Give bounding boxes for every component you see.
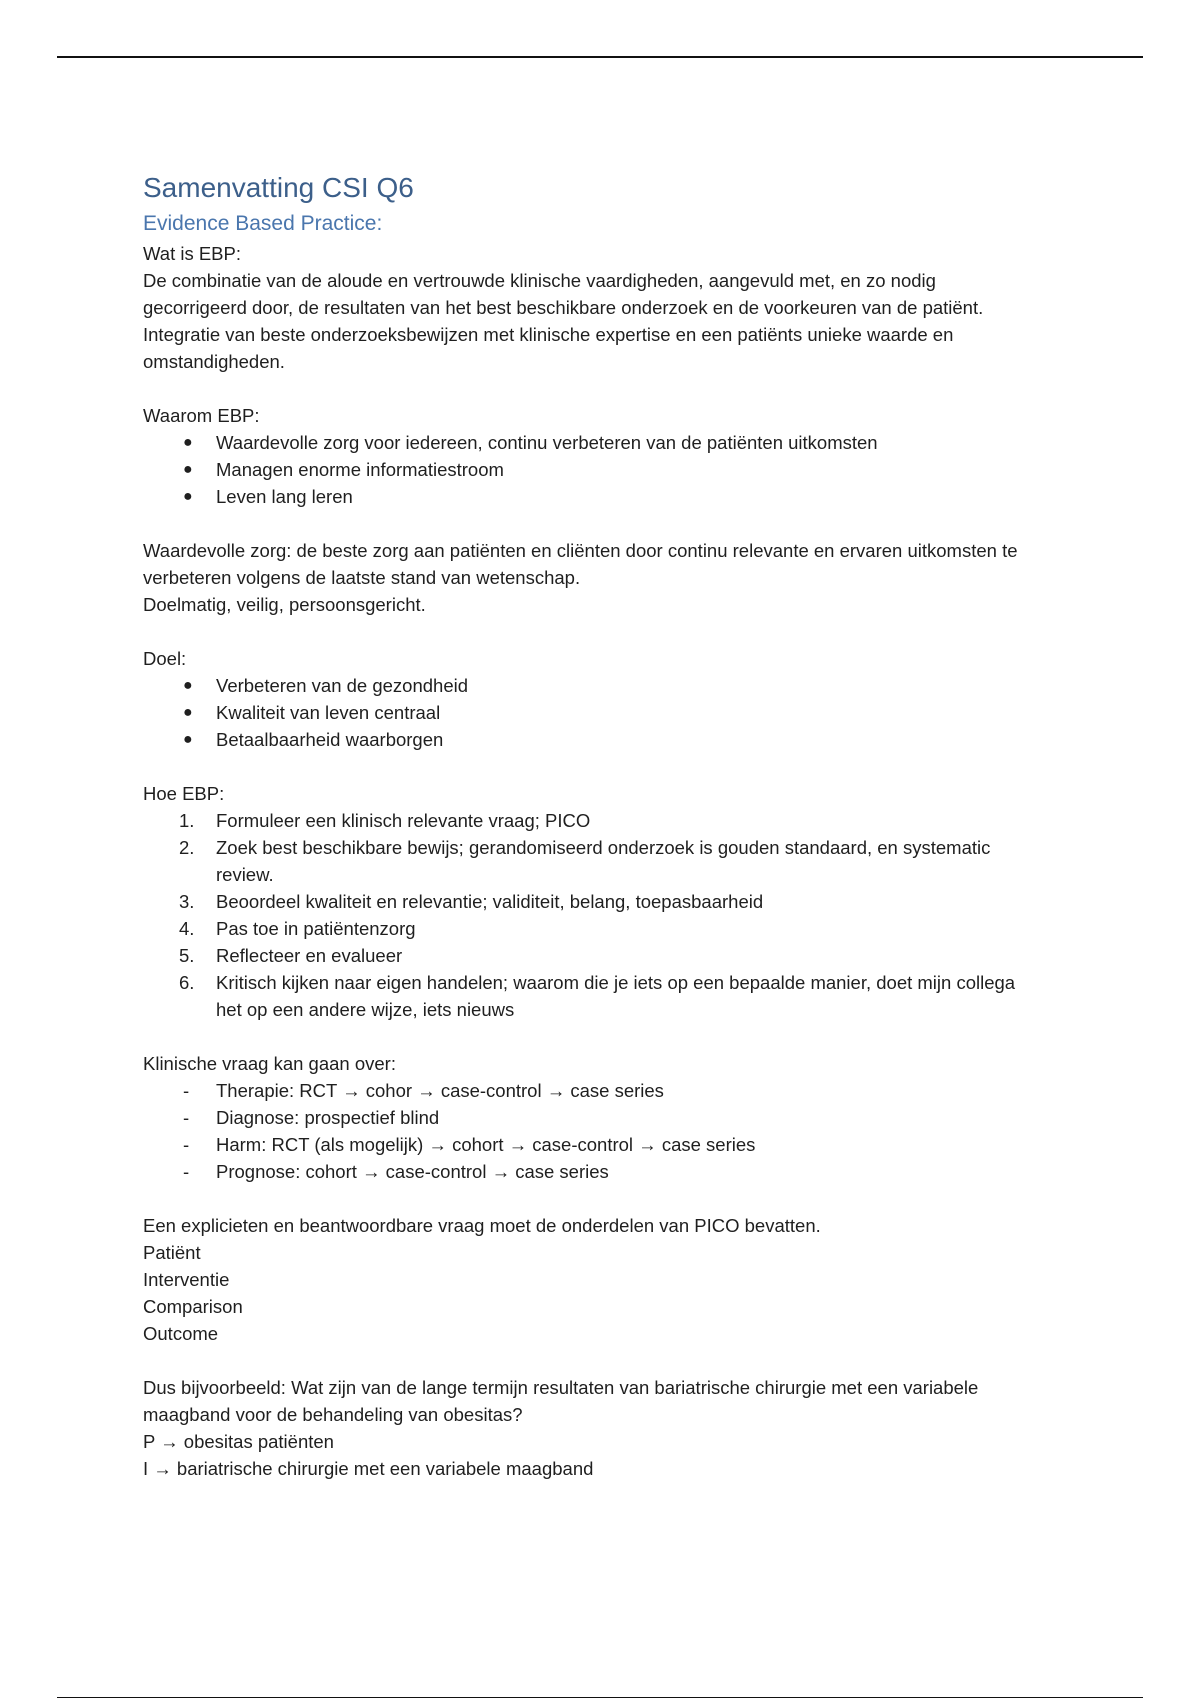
spacer — [143, 510, 1043, 537]
zorg-text-2: Doelmatig, veilig, persoonsgericht. — [143, 594, 426, 615]
list-item: - Therapie: RCT → cohor → case-control → case series — [143, 1077, 1043, 1104]
klinisch-list — [143, 1077, 1043, 1185]
header-rule — [57, 56, 1143, 58]
wat-text-1: De combinatie van de aloude en vertrouwde klinische vaardigheden, aangevuld met, en zo nodig gecorrigeerd door, de resultaten van het best beschikbare onderzoek en de voorkeuren van de patiënt. — [143, 270, 984, 318]
pico-intro: Een explicieten en beantwoordbare vraag moet de onderdelen van PICO bevatten. — [143, 1215, 821, 1236]
wat-label: Wat is EBP: — [143, 243, 242, 264]
doel-label: Doel: — [143, 648, 187, 669]
spacer — [143, 375, 1043, 402]
bullet-icon: ● — [183, 704, 193, 721]
dash-icon: - — [183, 1107, 190, 1128]
bullet-icon: ● — [183, 677, 193, 694]
list-item: ● Managen enorme informatiestroom — [143, 456, 1043, 483]
pico-item: Patiënt — [143, 1242, 201, 1263]
spacer — [143, 1185, 1043, 1212]
list-item: 1. Formuleer een klinisch relevante vraag; PICO — [179, 810, 591, 831]
spacer — [143, 1347, 1043, 1374]
bullet-icon: ● — [183, 461, 193, 478]
list-item: - Diagnose: prospectief blind — [143, 1104, 1043, 1131]
document-body — [143, 168, 1043, 1482]
list-item: - Prognose: cohort → case-control → case series — [143, 1158, 1043, 1185]
zorg-text-1: Waardevolle zorg: de beste zorg aan patiënten en cliënten door continu relevante en ervaren uitkomsten te verbeteren volgens de laatste stand van wetenschap. — [143, 540, 1018, 588]
voorbeeld-text: Dus bijvoorbeeld: Wat zijn van de lange termijn resultaten van bariatrische chirurgie met een variabele maagband voor de behandeling van obesitas? — [143, 1377, 979, 1425]
spacer — [143, 618, 1043, 645]
list-item: ● Waardevolle zorg voor iedereen, continu verbeteren van de patiënten uitkomsten — [143, 429, 1043, 456]
klinisch-label: Klinische vraag kan gaan over: — [143, 1053, 396, 1074]
voorbeeld-i: I → bariatrische chirurgie met een variabele maagband — [143, 1458, 594, 1479]
voorbeeld-p: P → obesitas patiënten — [143, 1431, 334, 1452]
wat-text-2: Integratie van beste onderzoeksbewijzen met klinische expertise en een patiënts unieke waarde en omstandigheden. — [143, 324, 954, 372]
dash-icon: - — [183, 1161, 190, 1182]
spacer — [143, 753, 1043, 780]
bullet-icon: ● — [183, 434, 193, 451]
section-heading-ebp: Evidence Based Practice: — [143, 212, 383, 235]
dash-icon: - — [183, 1134, 190, 1155]
list-item: 3. Beoordeel kwaliteit en relevantie; validiteit, belang, toepasbaarheid — [179, 891, 764, 912]
list-item: 6. Kritisch kijken naar eigen handelen; waarom die je iets op een bepaalde manier, doet mijn collega het op een andere wijze, iets nieuws — [179, 972, 1016, 1020]
document-title: Samenvatting CSI Q6 — [143, 172, 414, 203]
hoe-label: Hoe EBP: — [143, 783, 225, 804]
spacer — [143, 1023, 1043, 1050]
list-item: 5. Reflecteer en evalueer — [179, 945, 403, 966]
bullet-icon: ● — [183, 731, 193, 748]
pico-item: Comparison — [143, 1296, 243, 1317]
footer-rule — [57, 1697, 1143, 1698]
list-item: ● Betaalbaarheid waarborgen — [143, 726, 1043, 753]
doel-list — [143, 672, 1043, 753]
list-item: ● Verbeteren van de gezondheid — [143, 672, 1043, 699]
list-item: 2. Zoek best beschikbare bewijs; gerandomiseerd onderzoek is gouden standaard, en systematic review. — [179, 837, 991, 885]
waarom-label: Waarom EBP: — [143, 405, 260, 426]
pico-item: Outcome — [143, 1323, 219, 1344]
list-item: ● Kwaliteit van leven centraal — [143, 699, 1043, 726]
dash-icon: - — [183, 1080, 190, 1101]
pico-item: Interventie — [143, 1269, 230, 1290]
list-item: ● Leven lang leren — [143, 483, 1043, 510]
hoe-list — [143, 807, 1043, 1023]
bullet-icon: ● — [183, 488, 193, 505]
list-item: 4. Pas toe in patiëntenzorg — [179, 918, 416, 939]
waarom-list — [143, 429, 1043, 510]
list-item: - Harm: RCT (als mogelijk) → cohort → case-control → case series — [143, 1131, 1043, 1158]
